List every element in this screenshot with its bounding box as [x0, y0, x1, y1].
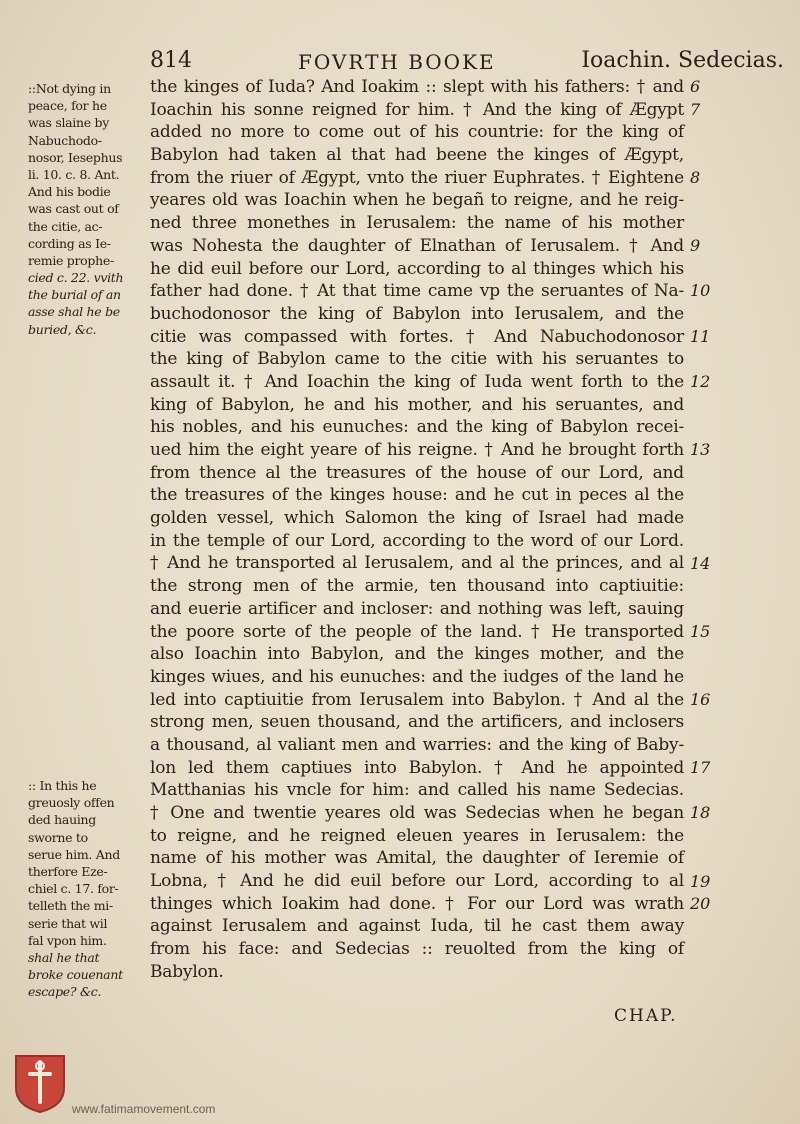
verse-number: 9: [690, 235, 701, 255]
text-line: the king of Babylon came to the citie with his seruantes to: [150, 349, 684, 370]
fatima-seal-icon: [12, 1052, 68, 1114]
verse-number: 16: [690, 689, 711, 709]
watermark-url: www.fatimamovement.com: [72, 1102, 216, 1116]
text-line: strong men, seuen thousand, and the artificers, and inclosers: [150, 712, 684, 733]
margin-note-line: the citie, ac-: [28, 218, 103, 234]
margin-note-line: escape? &c.: [28, 984, 102, 1000]
text-line: to reigne, and he reigned eleuen yeares in Ierusalem: the: [150, 825, 684, 846]
text-line: thinges which Ioakim had done. † For our Lord was wrath: [150, 893, 684, 914]
text-line: added no more to come out of his countrie: for the king of: [150, 122, 684, 143]
margin-note-line: chiel c. 17. for-: [28, 881, 119, 897]
text-line: his nobles, and his eunuches: and the king of Babylon recei-: [150, 417, 684, 438]
margin-note-2: [28, 777, 148, 1000]
text-line: Babylon.: [150, 961, 224, 982]
text-line: buchodonosor the king of Babylon into Ierusalem, and the: [150, 303, 684, 324]
verse-number: 10: [690, 281, 711, 301]
margin-note-line: remie prophe-: [28, 252, 114, 268]
verse-number: 17: [690, 758, 711, 777]
margin-note-line: shal he that: [28, 949, 100, 965]
text-line: Matthanias his vncle for him: and called his name Sedecias.: [150, 780, 684, 801]
text-line: he did euil before our Lord, according to al thinges which his: [150, 258, 684, 279]
text-line: a thousand, al valiant men and warries: and the king of Baby-: [150, 734, 684, 755]
verse-number: 8: [690, 167, 701, 187]
margin-note-line: the burial of an: [28, 287, 121, 303]
margin-note-line: cording as Ie-: [28, 235, 111, 251]
verse-number: 11: [690, 326, 711, 346]
text-line: the kinges of Iuda? And Ioakim :: slept with his fathers: † and: [150, 77, 684, 97]
margin-note-1: [28, 80, 148, 338]
verse-number: 6: [690, 77, 701, 96]
text-line: against Ierusalem and against Iuda, til he cast them away: [150, 916, 684, 937]
text-line: ned three monethes in Ierusalem: the name of his mother: [150, 213, 684, 234]
verse-number: 19: [690, 871, 711, 891]
margin-note-line: telleth the mi-: [28, 898, 113, 914]
text-line: from his face: and Sedecias :: reuolted from the king of: [150, 939, 684, 960]
text-line: assault it. † And Ioachin the king of Iuda went forth to the: [150, 371, 684, 392]
verse-number: 7: [690, 99, 701, 119]
margin-note-line: peace, for he: [28, 98, 107, 114]
text-line: name of his mother was Amital, the daughter of Ieremie of: [150, 848, 684, 869]
verse-number: 13: [690, 440, 711, 460]
margin-note-line: And his bodie: [28, 184, 111, 200]
text-line: yeares old was Ioachin when he begañ to reigne, and he reig-: [150, 190, 684, 211]
margin-note-line: was slaine by: [28, 115, 109, 131]
margin-note-line: cied c. 22. vvith: [28, 270, 124, 286]
text-line: was Nohesta the daughter of Elnathan of Ierusalem. † And: [150, 235, 684, 256]
verse-number: 14: [690, 553, 711, 573]
text-line: father had done. † At that time came vp the seruantes of Na-: [150, 281, 684, 302]
margin-note-line: nosor, Iesephus: [28, 149, 123, 165]
margin-note-line: greuosly offen: [28, 795, 115, 811]
text-line: Babylon had taken al that had beene the kinges of Ægypt,: [150, 145, 684, 166]
verse-number: 15: [690, 621, 711, 641]
verse-number: 18: [690, 803, 711, 823]
margin-note-line: asse shal he be: [28, 304, 120, 320]
margin-note-line: broke couenant: [28, 967, 123, 983]
text-line: † One and twentie yeares old was Sedecias when he began: [150, 803, 684, 823]
text-line: citie was compassed with fortes. † And Nabuchodonosor: [150, 326, 684, 347]
text-line: the treasures of the kinges house: and he cut in peces al the: [150, 485, 684, 506]
margin-note-line: Nabuchodo-: [28, 132, 102, 148]
text-line: † And he transported al Ierusalem, and al the princes, and al: [150, 553, 684, 574]
text-line: led into captiuitie from Ierusalem into Babylon. † And al the: [150, 689, 684, 710]
margin-note-line: therfore Eze-: [28, 863, 108, 879]
text-line: kinges wiues, and his eunuches: and the iudges of the land he: [150, 666, 684, 687]
catchword: CHAP.: [614, 1006, 678, 1026]
verse-number: 20: [690, 894, 711, 914]
main-text-column: [150, 76, 684, 984]
margin-note-line: serie that wil: [28, 915, 108, 931]
running-title: FOVRTH BOOKE: [298, 50, 496, 74]
text-line: the poore sorte of the people of the land. † He transported: [150, 621, 684, 642]
text-line: golden vessel, which Salomon the king of Israel had made: [150, 508, 684, 529]
margin-note-line: ded hauing: [28, 812, 96, 828]
text-line: the strong men of the armie, ten thousand into captiuitie:: [150, 576, 684, 597]
text-line: in the temple of our Lord, according to the word of our Lord.: [150, 530, 684, 551]
text-line: Lobna, † And he did euil before our Lord, according to al: [150, 871, 684, 892]
text-line: also Ioachin into Babylon, and the kinges mother, and the: [150, 644, 684, 665]
text-line: king of Babylon, he and his mother, and his seruantes, and: [150, 394, 684, 415]
margin-note-line: buried, &c.: [28, 321, 97, 337]
margin-note-line: serue him. And: [28, 846, 120, 862]
margin-note-line: was cast out of: [28, 201, 119, 217]
page-header: [0, 48, 800, 78]
text-line: ued him the eight yeare of his reigne. † And he brought forth: [150, 440, 684, 460]
verse-number: 12: [690, 372, 711, 392]
margin-note-line: fal vpon him.: [28, 932, 107, 948]
page-number: 814: [150, 48, 192, 73]
text-line: from thence al the treasures of the house of our Lord, and: [150, 462, 684, 483]
margin-note-line: ::Not dying in: [28, 81, 111, 96]
margin-note-line: :: In this he: [28, 778, 97, 793]
text-line: lon led them captiues into Babylon. † And he appointed: [150, 757, 684, 778]
text-line: from the riuer of Ægypt, vnto the riuer Euphrates. † Eightene: [150, 167, 684, 188]
running-head-right: Ioachin. Sedecias.: [581, 48, 784, 73]
margin-note-line: li. 10. c. 8. Ant.: [28, 166, 120, 182]
text-line: Ioachin his sonne reigned for him. † And the king of Ægypt: [150, 99, 684, 120]
margin-note-line: sworne to: [28, 829, 88, 845]
text-line: and euerie artificer and incloser: and nothing was left, sauing: [150, 598, 684, 619]
